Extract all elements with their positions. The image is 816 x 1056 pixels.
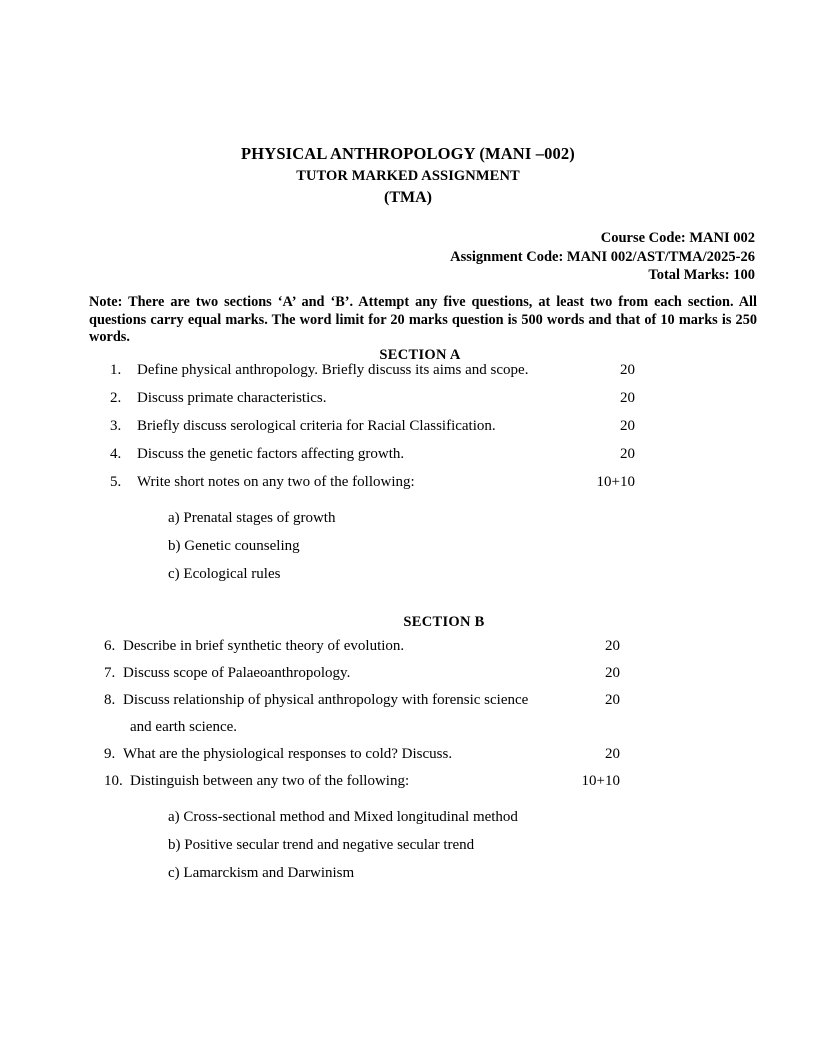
- question-text: Distinguish between any two of the following:: [130, 773, 410, 789]
- question-marks: 20: [620, 362, 635, 378]
- question-row: [110, 361, 650, 379]
- question-marks: 20: [605, 638, 620, 654]
- question-marks: 20: [605, 692, 620, 708]
- question-text: Define physical anthropology. Briefly discuss its aims and scope.: [137, 362, 529, 378]
- question-text-continuation: and earth science.: [130, 719, 238, 735]
- sub-item: b) Positive secular trend and negative secular trend: [168, 837, 475, 853]
- question-text: Discuss relationship of physical anthropology with forensic science: [123, 692, 529, 708]
- instructions-note: Note: There are two sections ‘A’ and ‘B’. Attempt any five questions, at least two from each section. All questions carry equal marks. The word limit for 20 marks question is 500 words and that of 10 marks is 250 words.: [89, 294, 757, 345]
- question-number: 10.: [104, 773, 123, 789]
- question-number: 4.: [110, 446, 122, 462]
- question-row: [104, 745, 649, 763]
- sub-item: a) Prenatal stages of growth: [168, 510, 336, 526]
- question-row: [110, 389, 650, 407]
- question-number: 2.: [110, 390, 122, 406]
- question-marks: 20: [620, 446, 635, 462]
- sub-item: b) Genetic counseling: [168, 538, 300, 554]
- question-marks: 10+10: [581, 773, 620, 789]
- question-marks: 20: [620, 418, 635, 434]
- section-a-heading: SECTION A: [379, 347, 461, 363]
- question-row: [110, 445, 650, 463]
- question-marks: 20: [605, 746, 620, 762]
- assignment-code: Assignment Code: MANI 002/AST/TMA/2025-26: [450, 248, 755, 265]
- question-row: [104, 772, 649, 790]
- section-a-question-list: [110, 361, 650, 593]
- sub-item: a) Cross-sectional method and Mixed longitudinal method: [168, 809, 518, 825]
- section-b-question-list: [104, 637, 649, 892]
- page-title: PHYSICAL ANTHROPOLOGY (MANI –002): [241, 144, 575, 163]
- question-text: Discuss the genetic factors affecting growth.: [137, 446, 405, 462]
- sub-item: c) Ecological rules: [168, 566, 281, 582]
- question-row: [110, 473, 650, 491]
- question-marks: 20: [620, 390, 635, 406]
- section-a-subitem-list: [110, 509, 650, 583]
- sub-item: c) Lamarckism and Darwinism: [168, 865, 355, 881]
- question-text: Discuss primate characteristics.: [137, 390, 327, 406]
- page-subtitle: TUTOR MARKED ASSIGNMENT: [296, 168, 520, 184]
- total-marks: Total Marks: 100: [648, 267, 755, 283]
- question-number: 9.: [104, 746, 116, 762]
- question-row: [104, 664, 649, 682]
- title-block: [0, 144, 816, 208]
- question-number: 3.: [110, 418, 122, 434]
- question-text: Discuss scope of Palaeoanthropology.: [123, 665, 351, 681]
- section-b-heading: SECTION B: [403, 614, 485, 630]
- question-marks: 10+10: [596, 474, 635, 490]
- question-row: [104, 691, 649, 736]
- section-b-subitem-list: [104, 808, 649, 882]
- question-text: Write short notes on any two of the following:: [137, 474, 415, 490]
- course-code: Course Code: MANI 002: [600, 230, 755, 246]
- question-marks: 20: [605, 665, 620, 681]
- assignment-meta-block: [450, 229, 755, 285]
- question-number: 8.: [104, 692, 116, 708]
- question-text: Describe in brief synthetic theory of evolution.: [123, 638, 405, 654]
- question-text: Briefly discuss serological criteria for Racial Classification.: [137, 418, 496, 434]
- page-subtitle-abbrev: (TMA): [384, 189, 432, 206]
- question-number: 5.: [110, 474, 122, 490]
- question-number: 7.: [104, 665, 116, 681]
- question-text: What are the physiological responses to cold? Discuss.: [123, 746, 453, 762]
- question-row: [110, 417, 650, 435]
- question-number: 1.: [110, 362, 122, 378]
- question-number: 6.: [104, 638, 116, 654]
- question-row: [104, 637, 649, 655]
